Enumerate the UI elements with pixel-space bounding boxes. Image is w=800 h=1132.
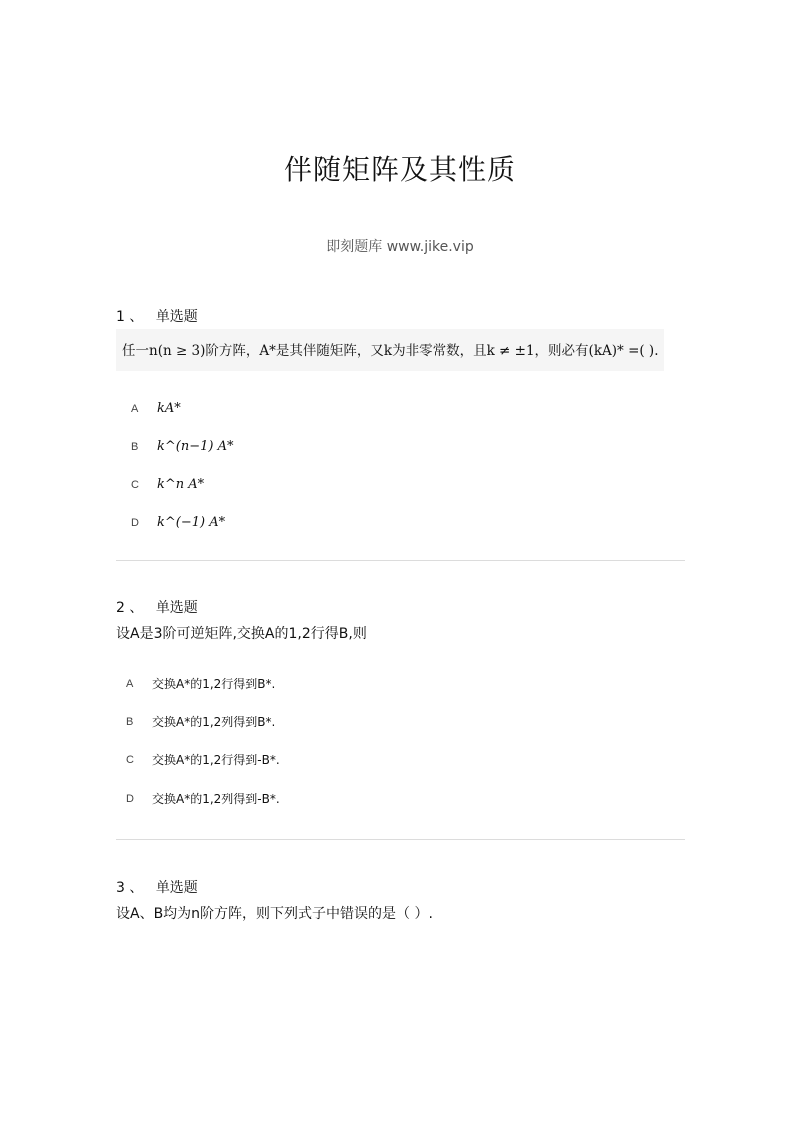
divider — [116, 839, 685, 840]
option-text: k^n A* — [157, 477, 205, 492]
option-letter: A — [131, 402, 139, 415]
question-3-header — [116, 877, 198, 897]
question-type: 单选题 — [155, 600, 198, 616]
question-type: 单选题 — [155, 309, 198, 325]
option-letter: A — [126, 677, 134, 690]
option-text: 交换A*的1,2列得到B*. — [152, 715, 276, 729]
question-3-text: 设A、B均为n阶方阵，则下列式子中错误的是（ ）. — [116, 906, 433, 922]
option-letter: C — [131, 478, 139, 491]
site-credit: 即刻题库 www.jike.vip — [326, 239, 474, 255]
question-number: 1 、 — [116, 309, 144, 325]
option-text: k^(n−1) A* — [157, 439, 234, 454]
option-letter: B — [131, 440, 139, 453]
question-number: 2 、 — [116, 600, 144, 616]
option-letter: D — [131, 516, 139, 529]
question-1-text: 任一n(n ≥ 3)阶方阵，A*是其伴随矩阵，又k为非零常数，且k ≠ ±1，则必有(kA)* =( ). — [116, 329, 664, 371]
option-text: 交换A*的1,2列得到-B*. — [152, 792, 280, 806]
question-2-text: 设A是3阶可逆矩阵,交换A的1,2行得B,则 — [116, 626, 367, 642]
option-text: kA* — [157, 401, 181, 416]
question-2-option-a[interactable] — [126, 675, 275, 692]
question-1-option-d[interactable] — [131, 515, 225, 530]
divider — [116, 560, 685, 561]
question-1-header — [116, 306, 198, 326]
option-text: 交换A*的1,2行得到-B*. — [152, 753, 280, 767]
option-text: k^(−1) A* — [157, 515, 226, 530]
question-2-option-d[interactable] — [126, 790, 280, 807]
option-text: 交换A*的1,2行得到B*. — [152, 677, 276, 691]
question-2-header — [116, 597, 198, 617]
option-letter: D — [126, 792, 134, 805]
question-number: 3 、 — [116, 880, 144, 896]
question-1-option-b[interactable] — [131, 439, 233, 454]
question-type: 单选题 — [155, 880, 198, 896]
question-1-option-a[interactable] — [131, 401, 181, 416]
option-letter: C — [126, 753, 134, 766]
question-2-option-c[interactable] — [126, 751, 280, 768]
question-1-option-c[interactable] — [131, 477, 204, 492]
question-2-option-b[interactable] — [126, 713, 275, 730]
option-letter: B — [126, 715, 134, 728]
page-title: 伴随矩阵及其性质 — [283, 153, 516, 186]
